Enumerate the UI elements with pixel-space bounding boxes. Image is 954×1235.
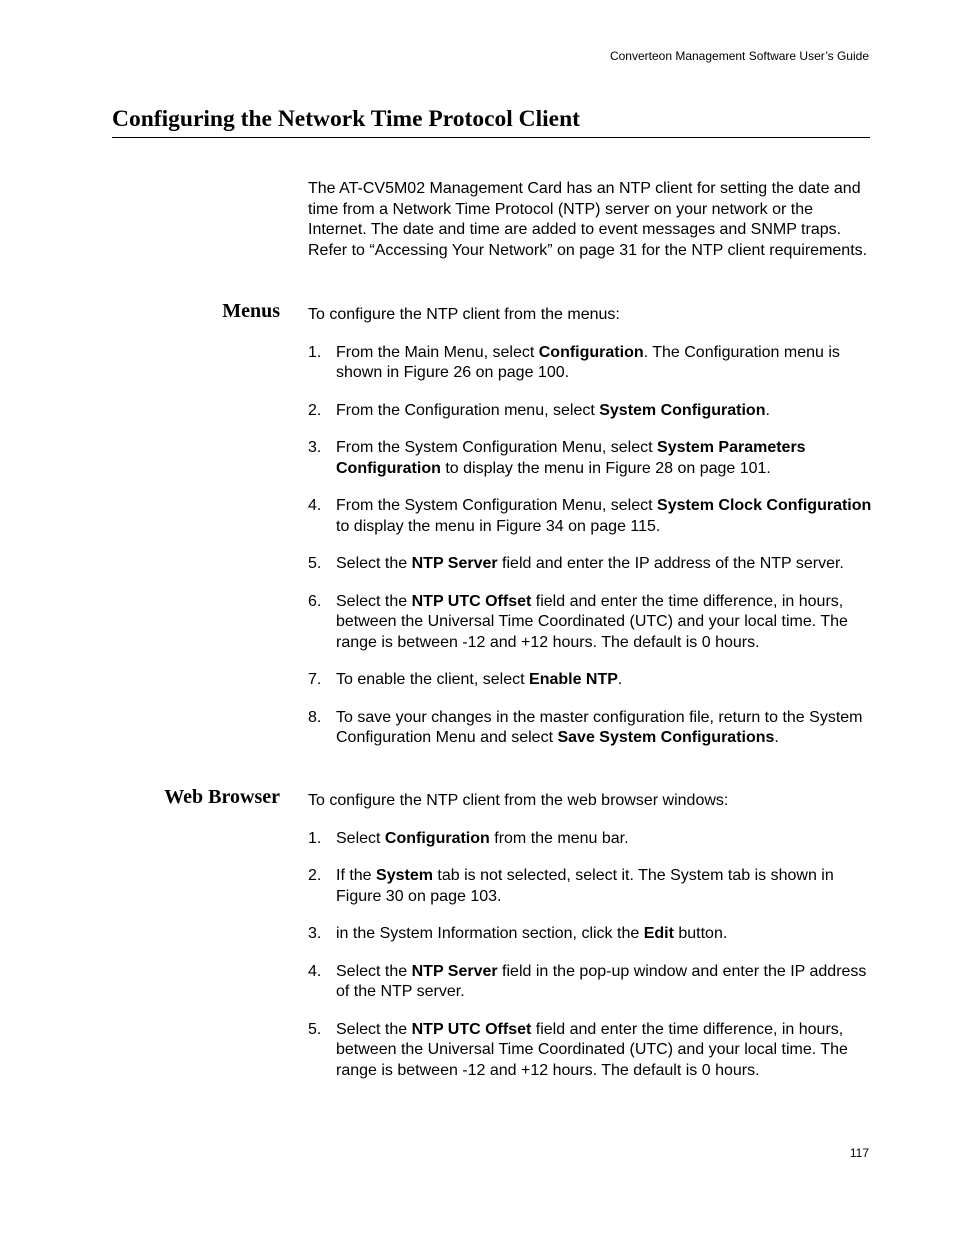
step-number: 4. [308, 962, 322, 980]
web-browser-lead: To configure the NTP client from the web browser windows: [308, 792, 729, 809]
step-bold-term: Edit [643, 925, 674, 942]
step-text: Select the [336, 555, 412, 572]
step-text: From the System Configuration Menu, select [336, 439, 658, 456]
step-number: 3. [308, 925, 322, 942]
step-text: Select [336, 829, 385, 847]
step-bold-term: System Parameters Configuration [336, 439, 806, 477]
step-item [308, 866, 874, 907]
step-item [308, 829, 874, 850]
step-item [308, 401, 874, 422]
step-text: From the Configuration menu, select [336, 401, 600, 419]
step-item [308, 343, 874, 384]
step-text: tab is not selected, select it. The System tab is shown in Figure 30 on page 103. [336, 867, 834, 905]
step-number: 5. [308, 555, 322, 572]
step-bold-term: NTP UTC Offset [411, 592, 532, 610]
step-text: to display the menu in Figure 28 on page 101. [440, 459, 771, 477]
step-bold-term: NTP Server [411, 555, 498, 572]
step-bold-term: Configuration [384, 829, 490, 847]
step-number: 5. [308, 1020, 322, 1038]
step-number: 8. [308, 708, 322, 726]
step-item [308, 554, 874, 575]
step-text: . [774, 729, 779, 746]
step-text: Select the [336, 592, 412, 610]
step-text: field and enter the IP address of the NTP server. [497, 555, 844, 572]
step-number: 6. [308, 592, 322, 610]
intro-paragraph: The AT-CV5M02 Management Card has an NTP client for setting the date and time from a Network Time Protocol (NTP) server on your network or the Internet. The date and time are added to event messages and SNMP traps. Refer to “Accessing Your Network” on page 31 for the NTP client requirements. [308, 180, 868, 259]
step-bold-term: Configuration [538, 343, 644, 361]
step-number: 2. [308, 867, 322, 884]
step-bold-term: NTP Server [411, 962, 498, 980]
step-text: . [617, 671, 623, 688]
step-bold-term: System [376, 867, 433, 884]
step-item [308, 924, 874, 945]
step-number: 1. [308, 829, 322, 847]
menus-steps-list [308, 343, 874, 749]
step-text: Select the [336, 1020, 412, 1038]
step-text: From the System Configuration Menu, select [336, 497, 658, 514]
web-browser-section [308, 791, 874, 1081]
running-header: Converteon Management Software User’s Guide [609, 49, 869, 63]
step-number: 3. [308, 439, 322, 456]
step-text: If the [336, 867, 377, 884]
step-bold-term: System Clock Configuration [657, 497, 872, 514]
step-item [308, 962, 874, 1003]
step-number: 1. [308, 343, 322, 361]
menus-section [308, 305, 874, 749]
step-bold-term: System Configuration [599, 401, 766, 419]
step-text: in the System Information section, click the [336, 925, 644, 942]
step-text: To enable the client, select [336, 671, 530, 688]
web-browser-heading: Web Browser [164, 786, 280, 808]
menus-heading: Menus [222, 300, 280, 322]
step-text: field and enter the time difference, in hours, between the Universal Time Coordinated (UTC) and your local time. The range is between -12 and +12 hours. The default is 0 hours. [336, 592, 848, 651]
step-text: . [765, 401, 770, 419]
step-item [308, 670, 874, 691]
step-bold-term: Save System Configurations [557, 729, 775, 746]
step-text: to display the menu in Figure 34 on page 115. [336, 517, 661, 535]
step-item [308, 592, 874, 654]
step-text: Select the [336, 962, 412, 980]
step-bold-term: NTP UTC Offset [411, 1020, 532, 1038]
web-browser-steps-list [308, 829, 874, 1082]
step-text: From the Main Menu, select [336, 343, 539, 361]
step-number: 2. [308, 401, 322, 419]
step-item [308, 438, 874, 479]
step-text: To save your changes in the master configuration file, return to the System Configuration Menu and select [336, 708, 863, 746]
step-number: 7. [308, 671, 322, 688]
step-item [308, 708, 874, 749]
step-number: 4. [308, 497, 322, 514]
step-text: field and enter the time difference, in hours, between the Universal Time Coordinated (UTC) and your local time. The range is between -12 and +12 hours. The default is 0 hours. [336, 1020, 848, 1079]
step-text: . The Configuration menu is shown in Figure 26 on page 100. [336, 343, 840, 381]
step-item [308, 1020, 874, 1082]
step-bold-term: Enable NTP [529, 671, 618, 688]
page-title: Configuring the Network Time Protocol Client [112, 106, 870, 138]
step-text: from the menu bar. [489, 829, 629, 847]
step-text: field in the pop-up window and enter the IP address of the NTP server. [336, 962, 867, 1000]
menus-lead: To configure the NTP client from the menus: [308, 306, 620, 323]
page-number: 117 [849, 1146, 869, 1160]
step-text: button. [673, 925, 728, 942]
step-item [308, 496, 874, 537]
